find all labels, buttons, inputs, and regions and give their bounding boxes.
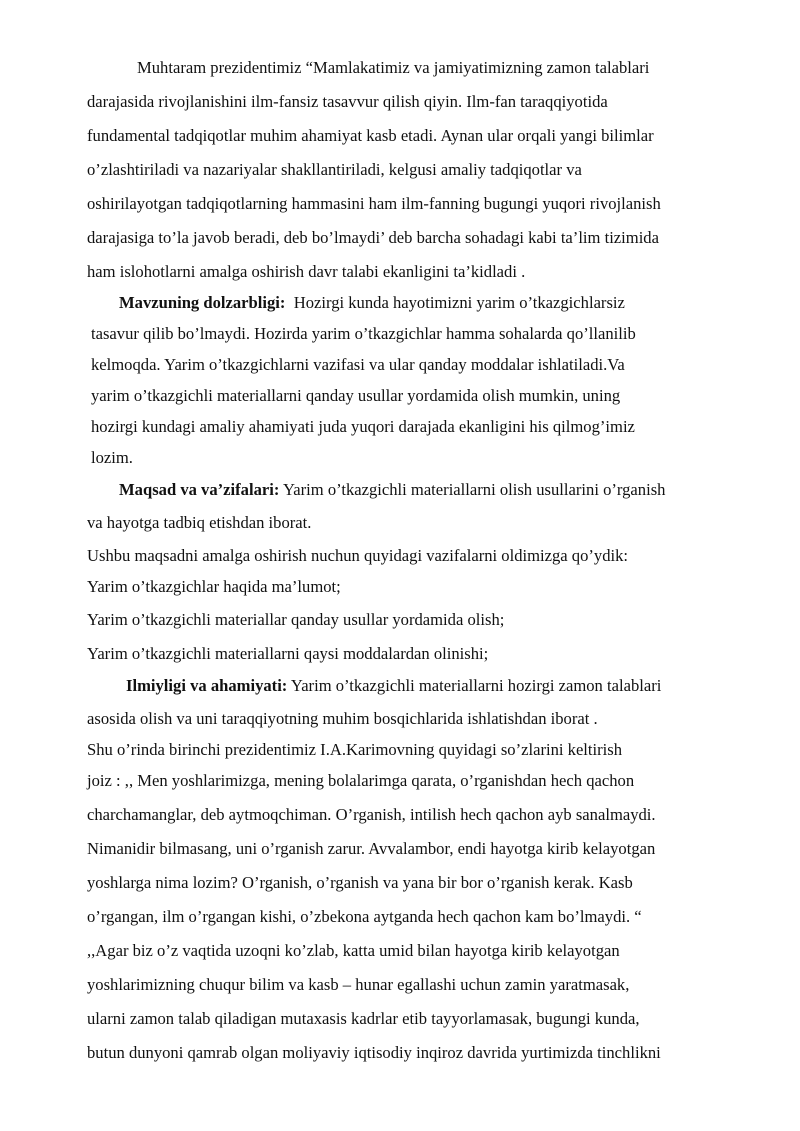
text-line: ularni zamon talab qiladigan mutaxasis kadrlar etib tayyorlamasak, bugungi kunda,	[87, 1009, 640, 1028]
list-item: Yarim o’tkazgichlar haqida ma’lumot;	[87, 577, 341, 596]
list-item: Yarim o’tkazgichli materiallarni qaysi moddalardan olinishi;	[87, 644, 489, 663]
text-span: Yarim o’tkazgichli materiallarni hozirgi zamon talablari	[290, 676, 662, 695]
text-line: ,,Agar biz o’z vaqtida uzoqni ko’zlab, katta umid bilan hayotga kirib kelayotgan	[87, 941, 620, 960]
text-line: fundamental tadqiqotlar muhim ahamiyat kasb etadi. Aynan ular orqali yangi bilimlar	[87, 126, 654, 145]
text-span: Yarim o’tkazgichli materiallarni olish usullarini o’rganish	[282, 480, 666, 499]
text-line: Shu o’rinda birinchi prezidentimiz I.A.Karimovning quyidagi so’zlarini keltirish	[87, 740, 623, 759]
text-line: yarim o’tkazgichli materiallarni qanday usullar yordamida olish mumkin, uning	[91, 386, 621, 405]
text-line: yoshlarga nima lozim? O’rganish, o’rganish va yana bir bor o’rganish kerak. Kasb	[87, 873, 633, 892]
text-line: tasavur qilib bo’lmaydi. Hozirda yarim o’tkazgichlar hamma sohalarda qo’llanilib	[91, 324, 636, 343]
text-line: o’zlashtiriladi va nazariyalar shakllantiriladi, kelgusi amaliy tadqiqotlar va	[87, 160, 582, 179]
paragraph-heading-line	[119, 293, 625, 313]
text-line: oshirilayotgan tadqiqotlarning hammasini ham ilm-fanning bugungi yuqori rivojlanish	[87, 194, 661, 213]
paragraph-heading-line	[119, 480, 665, 500]
text-line: darajasiga to’la javob beradi, deb bo’lmaydi’ deb barcha sohadagi kabi ta’lim tizimida	[87, 228, 659, 247]
text-line: kelmoqda. Yarim o’tkazgichlarni vazifasi va ular qanday moddalar ishlatiladi.Va	[91, 355, 625, 374]
text-line: lozim.	[91, 448, 133, 467]
heading-label: Maqsad va va’zifalari:	[119, 480, 280, 499]
text-line: joiz : ,, Men yoshlarimizga, mening bolalarimga qarata, o’rganishdan hech qachon	[87, 771, 635, 790]
text-line: Nimanidir bilmasang, uni o’rganish zarur. Avvalambor, endi hayotga kirib kelayotgan	[87, 839, 656, 858]
text-span: Hozirgi kunda hayotimizni yarim o’tkazgichlarsiz	[293, 293, 625, 312]
text-line: va hayotga tadbiq etishdan iborat.	[87, 513, 312, 532]
text-line: yoshlarimizning chuqur bilim va kasb – hunar egallashi uchun zamin yaratmasak,	[87, 975, 630, 994]
text-line: Ushbu maqsadni amalga oshirish nuchun quyidagi vazifalarni oldimizga qo’ydik:	[87, 546, 629, 565]
text-line: hozirgi kundagi amaliy ahamiyati juda yuqori darajada ekanligini his qilmog’imiz	[91, 417, 635, 436]
text-line: ham islohotlarni amalga oshirish davr talabi ekanligini ta’kidladi .	[87, 262, 526, 281]
paragraph-heading-line	[126, 676, 661, 696]
text-line: darajasida rivojlanishini ilm-fansiz tasavvur qilish qiyin. Ilm-fan taraqqiyotida	[87, 92, 608, 111]
list-item: Yarim o’tkazgichli materiallar qanday usullar yordamida olish;	[87, 610, 505, 629]
text-line: Muhtaram prezidentimiz “Mamlakatimiz va jamiyatimizning zamon talablari	[137, 58, 650, 77]
heading-label: Ilmiyligi va ahamiyati:	[126, 676, 288, 695]
heading-label: Mavzuning dolzarbligi:	[119, 293, 286, 312]
text-line: butun dunyoni qamrab olgan moliyaviy iqtisodiy inqiroz davrida yurtimizda tinchlikni	[87, 1043, 661, 1062]
text-line: asosida olish va uni taraqqiyotning muhim bosqichlarida ishlatishdan iborat .	[87, 709, 598, 728]
text-line: o’rgangan, ilm o’rgangan kishi, o’zbekona aytganda hech qachon kam bo’lmaydi. “	[87, 907, 642, 926]
text-line: charchamanglar, deb aytmoqchiman. O’rganish, intilish hech qachon ayb sanalmaydi.	[87, 805, 656, 824]
